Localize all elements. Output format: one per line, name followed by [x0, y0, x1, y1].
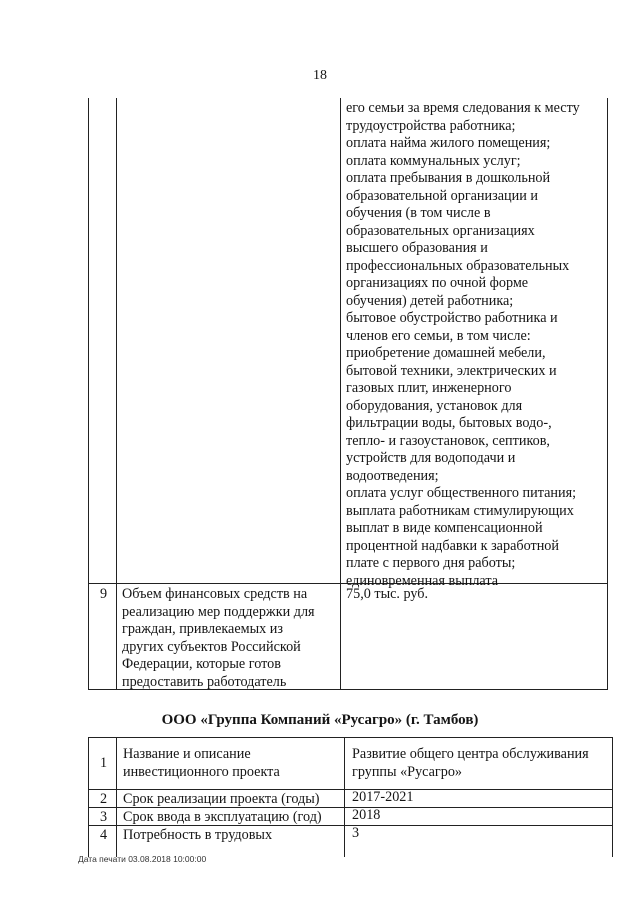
row-value: Развитие общего центра обслуживания группы «Русагро»	[352, 746, 589, 780]
row-number: 2	[100, 791, 108, 807]
row-label: Срок ввода в эксплуатацию (год)	[123, 809, 322, 825]
table-border	[116, 98, 117, 690]
table-border	[116, 737, 117, 857]
row-value: 2017-2021	[352, 789, 414, 805]
table-border	[612, 737, 613, 857]
table-border	[340, 98, 341, 690]
table-border	[344, 737, 345, 857]
continuation-table	[88, 98, 608, 690]
print-date-footer: Дата печати 03.08.2018 10:00:00	[78, 854, 207, 864]
row-value: 2018	[352, 807, 381, 823]
page-number: 18	[313, 68, 327, 83]
row-number: 3	[100, 809, 108, 825]
row-number: 4	[100, 827, 108, 843]
table-border	[88, 737, 613, 738]
table-border	[88, 789, 613, 790]
company-heading: ООО «Группа Компаний «Русагро» (г. Тамбов)	[161, 712, 479, 728]
row-value: 75,0 тыс. руб.	[346, 586, 429, 602]
support-measures-text: его семьи за время следования к месту трудоустройства работника; оплата найма жилого помещения; оплата коммунальных услуг; оплата пребывания в дошкольной образовательной организации и обучения (в том числе в образовательных организациях высшего образования и профессиональных образовательных организациях по очной форме обучения) детей работника; бытовое обустройство работника и членов его семьи, в том числе: приобретение домашней мебели, бытовой техники, электрических и газовых плит, инженерного оборудования, установок для фильтрации воды, бытовых водо-, тепло- и газоустановок, септиков, устройств для водоподачи и водоотведения; оплата услуг общественного питания; выплата работникам стимулирующих выплат в виде компенсационной процентной надбавки к заработной плате с первого дня работы; единовременная выплата	[346, 100, 580, 589]
row-number: 9	[100, 586, 108, 602]
company-table	[88, 737, 613, 857]
row-label: Потребность в трудовых	[123, 827, 273, 843]
table-border	[88, 737, 89, 857]
row-label: Название и описание инвестиционного проекта	[123, 746, 280, 780]
row-number: 1	[100, 755, 108, 771]
table-border	[88, 98, 89, 690]
table-border	[607, 98, 608, 690]
row-label: Объем финансовых средств на реализацию мер поддержки для граждан, привлекаемых из других субъектов Российской Федерации, которые готов предоставить работодатель	[122, 586, 315, 690]
row-label: Срок реализации проекта (годы)	[123, 791, 320, 807]
row-value: 3	[352, 825, 360, 841]
